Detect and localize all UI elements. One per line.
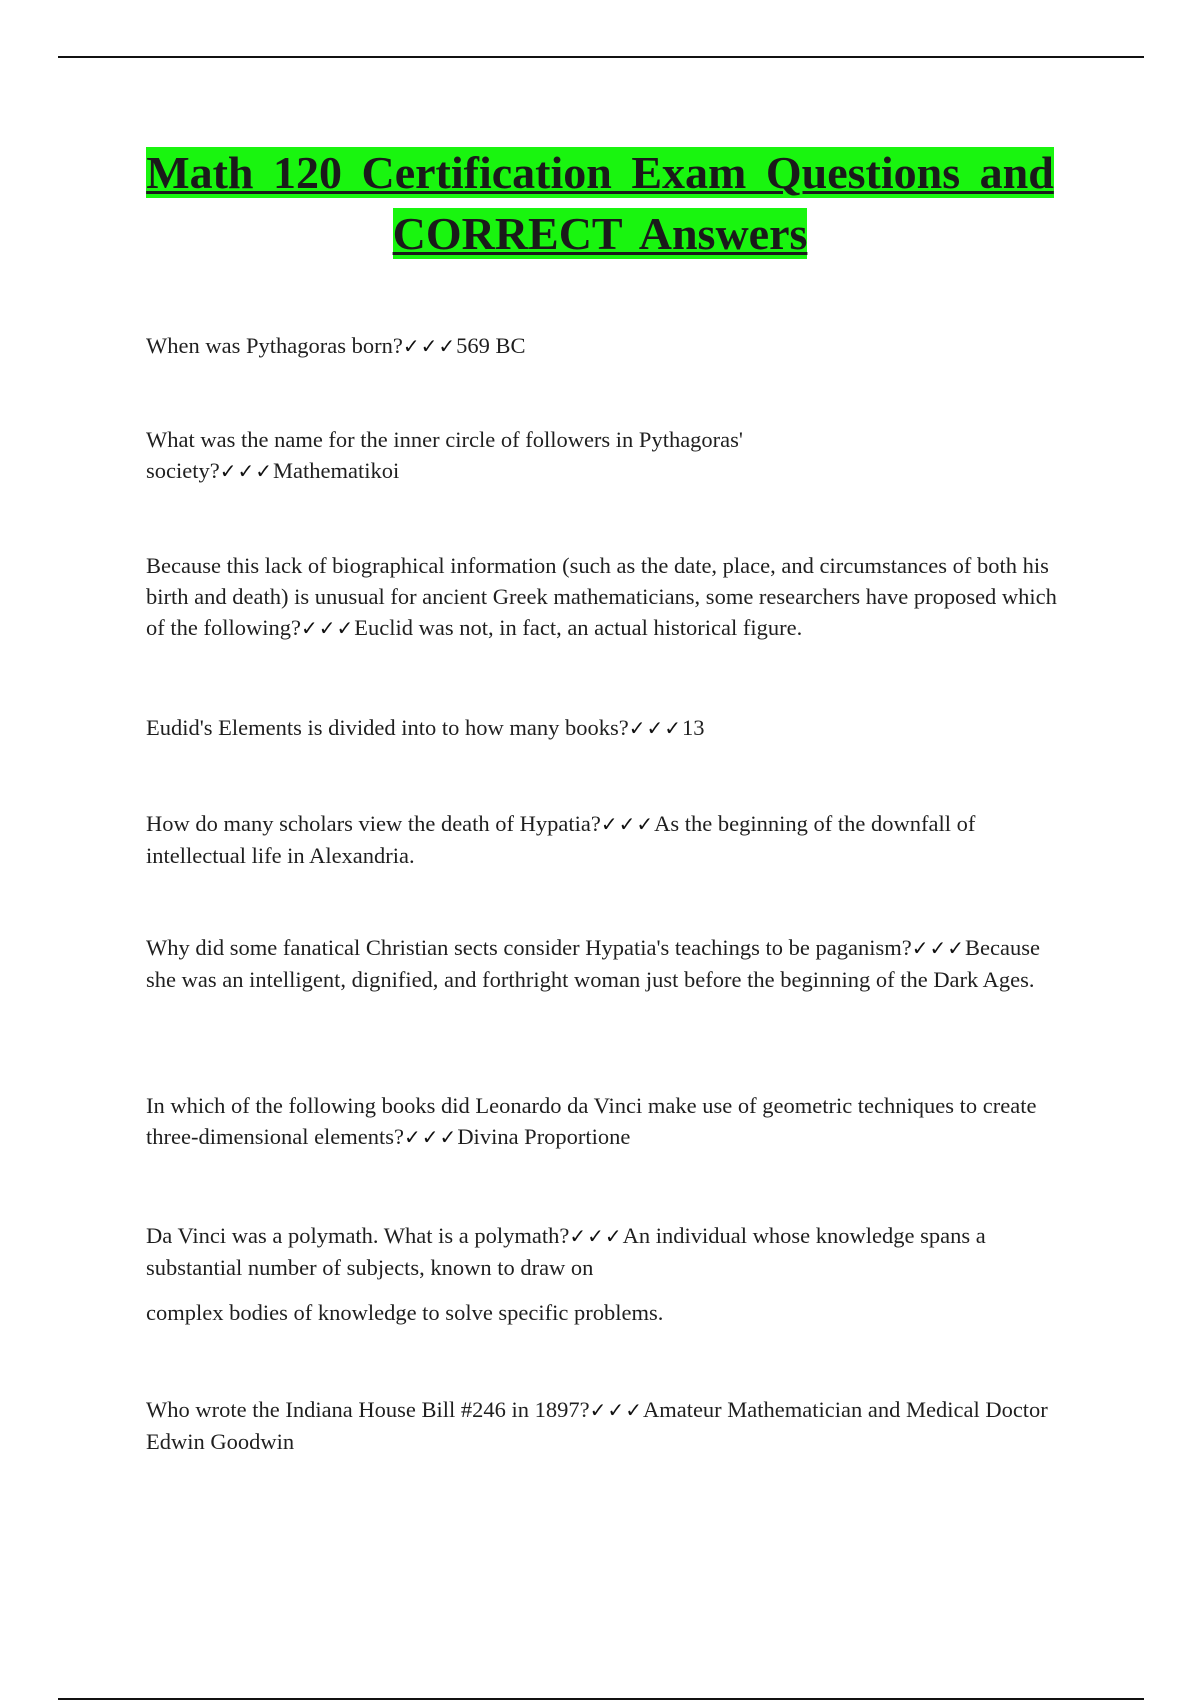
check-marks-icon: ✓✓✓	[589, 1398, 643, 1422]
question-text: Why did some fanatical Christian sects consider Hypatia's teachings to be paganism?	[146, 935, 912, 960]
question-text: Because this lack of biographical information (such as the date, place, and circumstances of both his birth and death) is unusual for ancient Greek mathematicians, some researchers have proposed which of the following?	[146, 553, 1057, 640]
answer-text: As the beginning of the downfall of intellectual life in Alexandria.	[146, 811, 976, 868]
qa-item-9	[146, 1394, 1066, 1457]
question-text: Da Vinci was a polymath. What is a polymath?	[146, 1223, 570, 1248]
check-marks-icon: ✓✓✓	[300, 616, 355, 640]
check-marks-icon: ✓✓✓	[628, 716, 683, 740]
qa-item-2	[146, 424, 786, 487]
answer-continued-text: complex bodies of knowledge to solve specific problems.	[146, 1300, 664, 1325]
answer-text: An individual whose knowledge spans a substantial number of subjects, known to draw on	[146, 1223, 986, 1280]
qa-item-4	[146, 712, 1066, 744]
check-marks-icon: ✓✓✓	[600, 812, 655, 836]
question-text: How do many scholars view the death of Hypatia?	[146, 811, 601, 836]
qa-item-1	[146, 330, 1066, 362]
question-text: What was the name for the inner circle of followers in Pythagoras' society?	[146, 427, 743, 483]
question-text: Who wrote the Indiana House Bill #246 in 1897?	[146, 1397, 590, 1422]
question-text: When was Pythagoras born?	[146, 333, 403, 358]
qa-item-8	[146, 1220, 1066, 1328]
question-text: In which of the following books did Leonardo da Vinci make use of geometric techniques to create three-dimensional elements?	[146, 1093, 1037, 1149]
answer-text: 13	[682, 715, 705, 740]
qa-item-6	[146, 932, 1066, 995]
answer-text: Because she was an intelligent, dignified, and forthright woman just before the beginning of the Dark Ages.	[146, 935, 1040, 992]
check-marks-icon: ✓✓✓	[911, 936, 965, 960]
check-marks-icon: ✓✓✓	[219, 459, 273, 483]
document-title	[80, 142, 1120, 264]
answer-text: 569 BC	[456, 333, 526, 358]
answer-text: Divina Proportione	[457, 1124, 631, 1149]
check-marks-icon: ✓✓✓	[569, 1224, 623, 1248]
check-marks-icon: ✓✓✓	[404, 1125, 458, 1149]
qa-item-5	[146, 808, 1066, 871]
check-marks-icon: ✓✓✓	[402, 334, 457, 358]
qa-item-3	[146, 550, 1066, 644]
answer-text: Mathematikoi	[273, 458, 400, 483]
top-rule	[58, 56, 1144, 58]
answer-text: Euclid was not, in fact, an actual historical figure.	[354, 615, 803, 640]
answer-text: Amateur Mathematician and Medical Doctor Edwin Goodwin	[146, 1397, 1048, 1454]
qa-item-7	[146, 1090, 1066, 1153]
title-highlight: Math 120 Certification Exam Questions and CORRECT Answers	[146, 147, 1054, 259]
question-text: Eudid's Elements is divided into to how many books?	[146, 715, 629, 740]
